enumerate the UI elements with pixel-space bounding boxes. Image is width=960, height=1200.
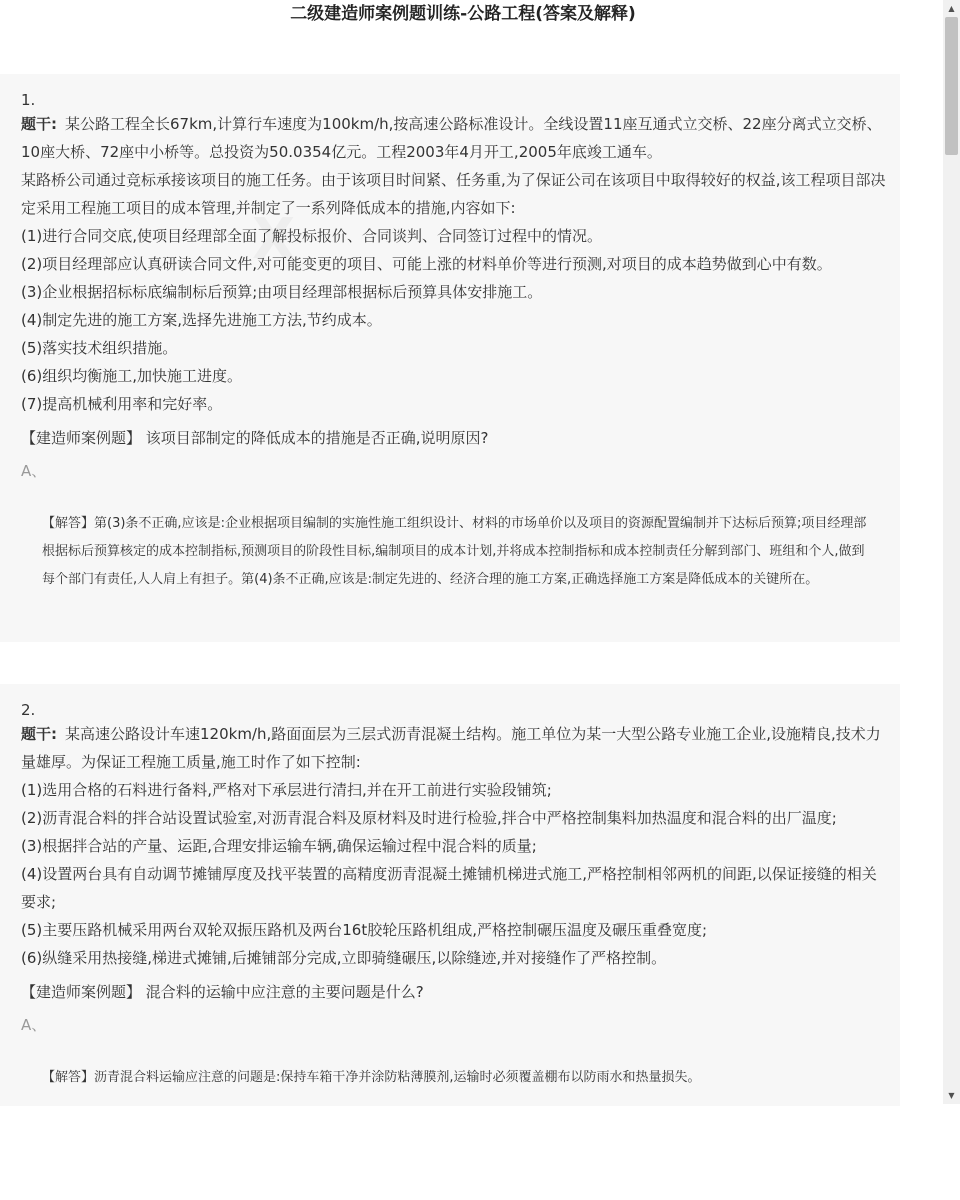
question-card-1 <box>0 74 900 642</box>
stem-label: 题干: <box>21 725 57 743</box>
vertical-scrollbar[interactable] <box>943 0 960 1104</box>
stem-text: 某高速公路设计车速120km/h,路面面层为三层式沥青混凝土结构。施工单位为某一大型公路专业施工企业,设施精良,技术力量雄厚。为保证工程施工质量,施工时作了如下控制: <box>21 725 881 771</box>
question-stem <box>21 720 886 776</box>
stem-paragraph: (6)纵缝采用热接缝,梯进式摊铺,后摊铺部分完成,立即骑缝碾压,以除缝迹,并对接缝作了严格控制。 <box>21 949 667 967</box>
scroll-up-arrow-icon[interactable]: ▲ <box>948 4 955 13</box>
stem-paragraph: (5)落实技术组织措施。 <box>21 339 178 357</box>
page-title: 二级建造师案例题训练-公路工程(答案及解释) <box>290 4 636 24</box>
stem-paragraph: (7)提高机械利用率和完好率。 <box>21 395 223 413</box>
answer-option[interactable]: A、 <box>21 462 47 480</box>
answer-tag: 【解答】 <box>42 516 95 531</box>
question-stem <box>21 110 886 166</box>
question-number: 2. <box>21 701 36 719</box>
answer-option[interactable]: A、 <box>21 1016 47 1034</box>
scrollbar-thumb[interactable] <box>945 17 958 155</box>
stem-paragraph: (4)制定先进的施工方案,选择先进施工方法,节约成本。 <box>21 311 382 329</box>
stem-paragraph: (3)根据拌合站的产量、运距,合理安排运输车辆,确保运输过程中混合料的质量; <box>21 837 537 855</box>
stem-paragraph: (6)组织均衡施工,加快施工进度。 <box>21 367 243 385</box>
stem-paragraph: 某路桥公司通过竞标承接该项目的施工任务。由于该项目时间紧、任务重,为了保证公司在该项目中取得较好的权益,该工程项目部决定采用工程施工项目的成本管理,并制定了一系列降低成本的措施,内容如下: <box>21 171 886 217</box>
scroll-down-arrow-icon[interactable]: ▼ <box>948 1091 955 1100</box>
answer-explanation <box>42 510 877 594</box>
answer-text: 沥青混合料运输应注意的问题是:保持车箱干净并涂防粘薄膜剂,运输时必须覆盖棚布以防雨水和热量损失。 <box>94 1070 701 1085</box>
answer-text: 第(3)条不正确,应该是:企业根据项目编制的实施性施工组织设计、材料的市场单价以及项目的资源配置编制并下达标后预算;项目经理部根据标后预算核定的成本控制指标,预测项目的阶段性目标,编制项目的成本计划,并将成本控制指标和成本控制责任分解到部门、班组和个人,做到每个部门有责任,人人肩上有担子。第(4)条不正确,应该是:制定先进的、经济合理的施工方案,正确选择施工方案是降低成本的关键所在。 <box>42 516 867 587</box>
stem-label: 题干: <box>21 115 57 133</box>
question-number: 1. <box>21 91 36 109</box>
stem-paragraph: (5)主要压路机械采用两台双轮双振压路机及两台16t胶轮压路机组成,严格控制碾压温度及碾压重叠宽度; <box>21 921 708 939</box>
stem-paragraph: (1)选用合格的石料进行备料,严格对下承层进行清扫,并在开工前进行实验段铺筑; <box>21 781 552 799</box>
stem-paragraph: (2)项目经理部应认真研读合同文件,对可能变更的项目、可能上涨的材料单价等进行预测,对项目的成本趋势做到心中有数。 <box>21 255 832 273</box>
answer-explanation <box>42 1064 877 1092</box>
question-card-2 <box>0 684 900 1106</box>
stem-paragraph: (4)设置两台具有自动调节摊铺厚度及找平装置的高精度沥青混凝土摊铺机梯进式施工,严格控制相邻两机的间距,以保证接缝的相关要求; <box>21 865 877 911</box>
stem-paragraph: (2)沥青混合料的拌合站设置试验室,对沥青混合料及原材料及时进行检验,拌合中严格控制集料加热温度和混合料的出厂温度; <box>21 809 837 827</box>
stem-paragraph: (3)企业根据招标标底编制标后预算;由项目经理部根据标后预算具体安排施工。 <box>21 283 543 301</box>
stem-paragraph: (1)进行合同交底,使项目经理部全面了解投标报价、合同谈判、合同签订过程中的情况。 <box>21 227 603 245</box>
question-prompt: 【建造师案例题】 该项目部制定的降低成本的措施是否正确,说明原因? <box>21 429 489 447</box>
answer-tag: 【解答】 <box>42 1070 95 1085</box>
stem-text: 某公路工程全长67km,计算行车速度为100km/h,按高速公路标准设计。全线设置11座互通式立交桥、22座分离式立交桥、10座大桥、72座中小桥等。总投资为50.0354亿元。工程2003年4月开工,2005年底竣工通车。 <box>21 115 882 161</box>
question-prompt: 【建造师案例题】 混合料的运输中应注意的主要问题是什么? <box>21 983 424 1001</box>
